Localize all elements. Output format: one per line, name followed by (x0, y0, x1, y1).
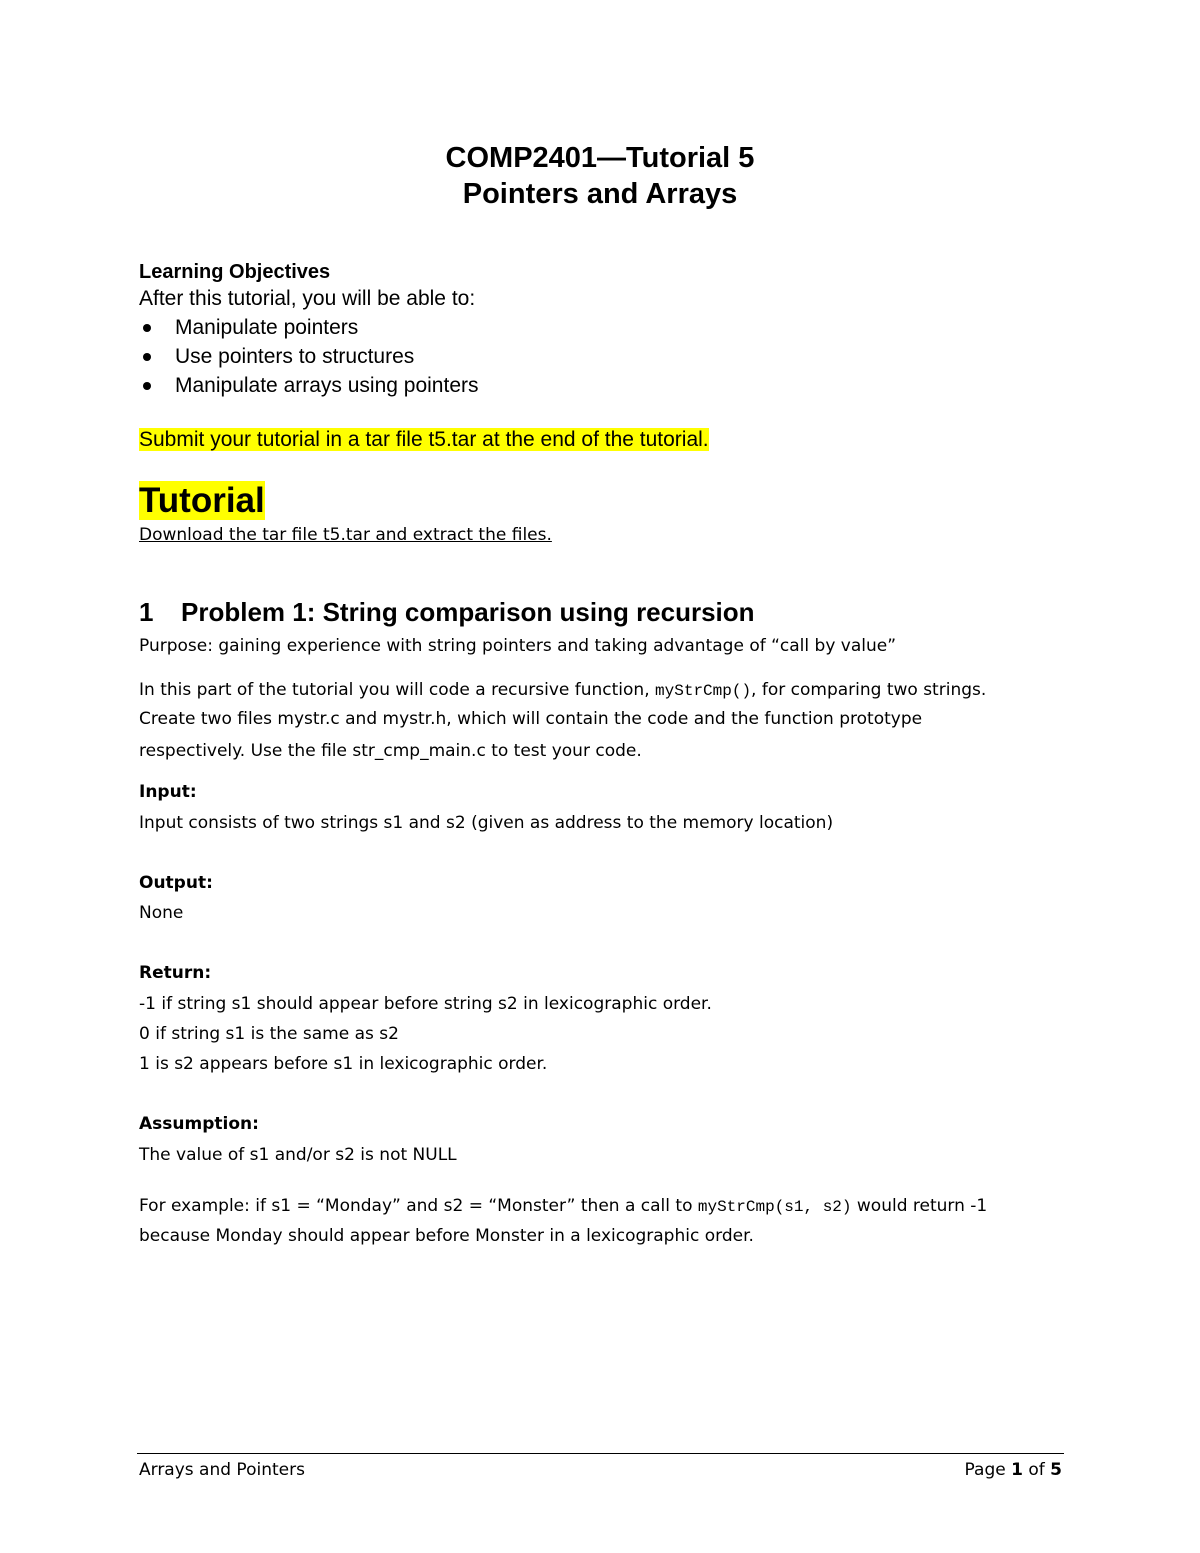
page-prefix: Page (964, 1460, 1012, 1480)
assumption-label: Assumption: (139, 1114, 259, 1134)
problem1-heading (139, 597, 755, 628)
submit-note (139, 427, 709, 453)
bullet-icon (143, 324, 151, 332)
document-title: COMP2401—Tutorial 5 (445, 142, 755, 174)
objective-text: Use pointers to structures (175, 345, 415, 368)
example-prefix: For example: if s1 = “Monday” and s2 = “Monster” then a call to (139, 1196, 698, 1216)
example-call: myStrCmp(s1, s2) (697, 1198, 852, 1216)
section-number: 1 (139, 597, 154, 627)
return-line: 1 is s2 appears before s1 in lexicographic order. (139, 1054, 548, 1074)
problem1-description-line1 (139, 680, 986, 700)
output-label: Output: (139, 873, 213, 893)
assumption-text: The value of s1 and/or s2 is not NULL (139, 1145, 457, 1165)
bullet-icon (143, 382, 151, 390)
footer-title: Arrays and Pointers (139, 1460, 305, 1480)
page-total: 5 (1050, 1460, 1062, 1480)
problem1-description-line3: respectively. Use the file str_cmp_main.c to test your code. (139, 741, 642, 761)
output-text: None (139, 903, 184, 923)
tutorial-heading (139, 479, 265, 523)
problem1-purpose: Purpose: gaining experience with string pointers and taking advantage of “call by value” (139, 636, 897, 656)
desc-suffix: , for comparing two strings. (751, 680, 987, 700)
objective-item (139, 371, 479, 400)
problem1-title: Problem 1: String comparison using recursion (181, 597, 755, 627)
input-label: Input: (139, 782, 197, 802)
page-of: of (1022, 1460, 1051, 1480)
objective-text: Manipulate arrays using pointers (175, 374, 479, 397)
example-suffix: would return -1 (851, 1196, 988, 1216)
bullet-icon (143, 353, 151, 361)
document-subtitle: Pointers and Arrays (462, 178, 738, 210)
submit-note-text: Submit your tutorial in a tar file t5.tar at the end of the tutorial. (139, 428, 709, 451)
objectives-heading: Learning Objectives (139, 261, 331, 283)
example-line1 (139, 1196, 987, 1216)
download-link[interactable]: Download the tar file t5.tar and extract the files. (139, 525, 552, 545)
footer-page-number (965, 1460, 1062, 1480)
return-line: 0 if string s1 is the same as s2 (139, 1024, 399, 1044)
example-line2: because Monday should appear before Monster in a lexicographic order. (139, 1226, 754, 1246)
desc-prefix: In this part of the tutorial you will code a recursive function, (139, 680, 656, 700)
footer-divider (137, 1453, 1064, 1454)
tutorial-heading-text: Tutorial (139, 481, 265, 520)
objective-item (139, 342, 479, 371)
function-name: myStrCmp() (655, 682, 752, 700)
objectives-list (139, 313, 479, 400)
objective-text: Manipulate pointers (175, 316, 359, 339)
page-current: 1 (1011, 1460, 1023, 1480)
objective-item (139, 313, 479, 342)
problem1-description-line2: Create two files mystr.c and mystr.h, which will contain the code and the function prototype (139, 709, 923, 729)
input-text: Input consists of two strings s1 and s2 (given as address to the memory location) (139, 813, 834, 833)
return-line: -1 if string s1 should appear before string s2 in lexicographic order. (139, 994, 712, 1014)
objectives-intro: After this tutorial, you will be able to: (139, 287, 476, 310)
return-label: Return: (139, 963, 212, 983)
